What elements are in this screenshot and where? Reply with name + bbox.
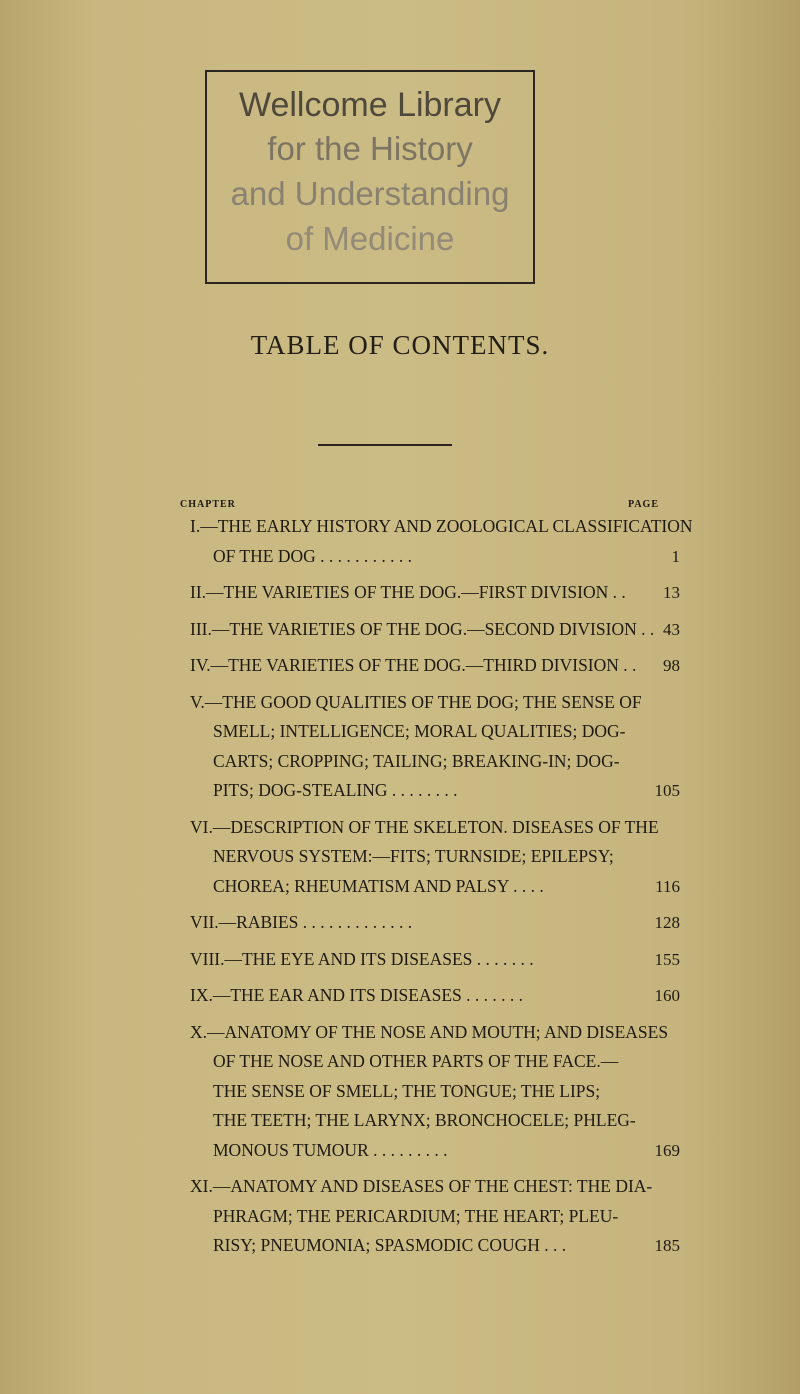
toc-page-number: 160 [654,986,680,1005]
toc-page-number: 185 [654,1236,680,1255]
toc-entry [190,512,693,571]
toc-entry-line: THE TEETH; THE LARYNX; BRONCHOCELE; PHLEG- [213,1110,636,1130]
toc-entry-line: THE SENSE OF SMELL; THE TONGUE; THE LIPS; [213,1080,601,1101]
title-rule [318,444,452,446]
toc-page-number: 98 [663,656,680,675]
toc-page-number: 43 [663,619,680,639]
toc-entry-line: OF THE NOSE AND OTHER PARTS OF THE FACE.— [213,1051,619,1071]
toc-entry-line: II.—THE VARIETIES OF THE DOG.—FIRST DIVISION . . 13 [190,578,660,608]
toc-page-number: 128 [654,913,680,932]
toc-entry [190,615,680,645]
toc-entry [190,945,680,975]
toc-entry-line: III.—THE VARIETIES OF THE DOG.—SECOND DIVISION . . 43 [190,615,660,645]
toc-entry [190,688,680,806]
table-of-contents [190,512,693,1268]
page-title: TABLE OF CONTENTS. [250,330,550,360]
toc-entry-line: CARTS; CROPPING; TAILING; BREAKING-IN; DOG- [213,750,620,771]
toc-entry-line: X.—ANATOMY OF THE NOSE AND MOUTH; AND DISEASES [190,1021,669,1042]
toc-page-number: 105 [654,781,680,800]
toc-entry [190,578,680,608]
toc-page-number: 116 [655,876,680,896]
library-stamp [205,70,535,284]
toc-entry-line: I.—THE EARLY HISTORY AND ZOOLOGICAL CLASSIFICATION [190,516,693,536]
toc-entry-line: VI.—DESCRIPTION OF THE SKELETON. DISEASES OF THE [190,816,659,837]
toc-entry [190,908,680,938]
toc-entry-line: SMELL; INTELLIGENCE; MORAL QUALITIES; DOG- [213,721,626,741]
toc-page-number: 155 [654,949,680,969]
toc-entry-line: CHOREA; RHEUMATISM AND PALSY . . . . 116 [190,872,660,902]
stamp-line-3: and Understanding [230,175,510,212]
toc-page-number: 13 [663,583,680,602]
toc-entry-line: PHRAGM; THE PERICARDIUM; THE HEART; PLEU- [213,1205,619,1226]
toc-entry-line: OF THE DOG . . . . . . . . . . . 1 [190,542,660,572]
stamp-line-4: of Medicine [285,220,455,257]
toc-entry [190,1172,680,1261]
toc-entry-line: NERVOUS SYSTEM:—FITS; TURNSIDE; EPILEPSY; [213,846,614,866]
stamp-line-1: Wellcome Library [238,86,501,124]
toc-entry-line: VIII.—THE EYE AND ITS DISEASES . . . . . . . 155 [190,945,660,975]
page-header: PAGE [627,499,659,510]
toc-entry-line: RISY; PNEUMONIA; SPASMODIC COUGH . . . 185 [190,1231,660,1261]
chapter-header: CHAPTER [180,499,236,510]
stamp-line-2: for the History [267,130,473,167]
toc-entry-line: IX.—THE EAR AND ITS DISEASES . . . . . . . 160 [190,981,660,1011]
toc-entry-line: IV.—THE VARIETIES OF THE DOG.—THIRD DIVISION . . 98 [190,651,660,681]
toc-entry-line: XI.—ANATOMY AND DISEASES OF THE CHEST: THE DIA- [190,1176,653,1196]
toc-page-number: 169 [654,1140,680,1160]
toc-page-number: 1 [671,546,680,566]
toc-entry-line: V.—THE GOOD QUALITIES OF THE DOG; THE SENSE OF [190,691,642,712]
toc-entry [190,1018,680,1166]
toc-entry [190,651,680,681]
toc-entry [190,981,680,1011]
toc-entry-line: PITS; DOG-STEALING . . . . . . . . 105 [190,776,660,806]
toc-entry-line: VII.—RABIES . . . . . . . . . . . . . 128 [190,908,660,938]
toc-entry-line: MONOUS TUMOUR . . . . . . . . . 169 [190,1136,660,1166]
toc-entry [190,813,680,902]
